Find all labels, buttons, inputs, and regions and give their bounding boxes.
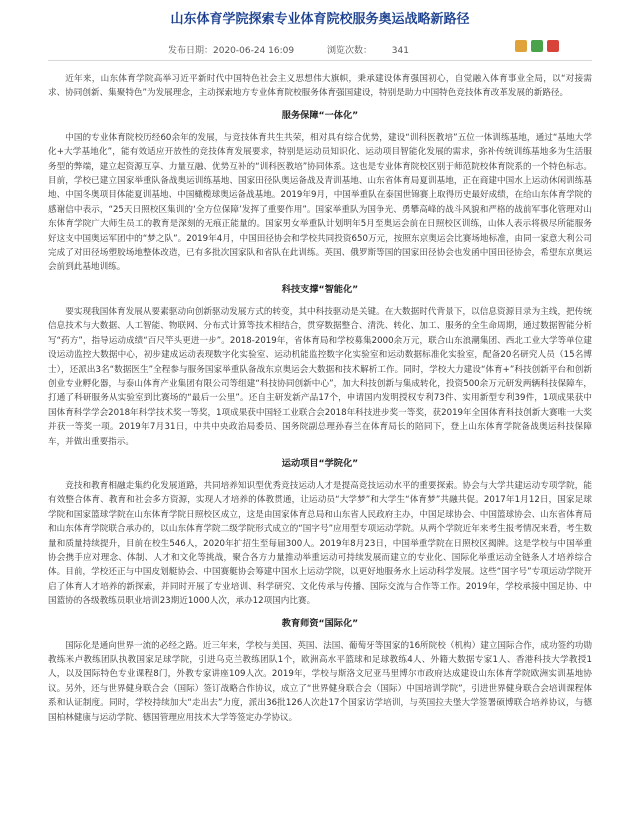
section-body-sports-college: 竞技和教育相融走集约化发展道路，共同培养知识型优秀竞技运动人才是提高竞技运动水平的重要探索。协会与大学共建运动专项学院，能有效整合体育、教育和社会多方资源，实现人才培养的体教贯通，让运动员“大学梦”和大学生“体育梦”共融共促。2017年1月12日，国家足球学院和国家篮球学院在山东体育学院日照校区成立，这是由国家体育总局和山东省人民政府主办，中国足球协会、中国篮球协会、山东省体育局和山东体育学院联合承办的，以山东体育学院二级学院形式成立的“国字号”应用型专项运动学院。从两个学院近年来考生报考情况来看，考生数量和质量持续提升，目前在校生546人，2020年扩招生至每届300人。2019年8月23日，中国举重学院在日照校区揭牌。这是学校与中国举重协会携手应对理念、体制、人才和文化等挑战，聚合各方力量推动举重运动可持续发展而建立的专业化、国际化举重运动全链条人才培养综合体。目前，学校还正与中国皮划艇协会、中国赛艇协会筹建中国水上运动学院，以更好地服务水上运动科学发展。这些“国字号”专项运动学院开启了体育人才培养的新探索，并同时开展了专业培训、科学研究、文化传承与传播、国际交流与合作等工作。2019年，学校承接中国足协、中国篮协的各级教练员职业培训23期近1000人次，承办12项国内比赛。 xyxy=(48,480,592,607)
section-body-service: 中国的专业体育院校历经60余年的发展，与竞技体育共生共荣，相对具有综合优势，建设“训科医教培”五位一体训练基地，通过“基地大学化+大学基地化”，能有效适应开放性的竞技体育发展要求，特别是运动员知识化、运动项目智能化发展的需求，弥补传统训练基地多为生活服务型的弊端，建立起资源互享、力量互融、优势互补的“训科医教培”协同体系。这也是专业体育院校区别于师范院校体育院系的一个特色标志。目前，学校已建立国家举重队备战奥运训练基地、国家田径队奥运备战及青训基地、山东省体育局夏训基地，正在商建中国水上运动休闲训练基地、中国冬奥项目体能夏训基地、中国橄榄球奥运备战基地。2019年9月，中国举重队在泰国世锦赛上取得历史最好成绩，在给山东体育学院的感谢信中表示，“25天日照校区集训的‘全方位保障’发挥了重要作用”。国家举重队为国争光、勇攀高峰的战斗风貌和严格的战前军事化管理对山东体育学院广大师生员工的教育是深刻的无痕正能量的。国家男女举重队计划明年5月至奥运会前在日照校区训练，山体人表示将极尽所能服务好这支中国奥运军团中的“梦之队”。2019年4月，中国田径协会和学校共同投资650万元，按照东京奥运会比赛场地标准，由同一家意大利公司完成了对田径场塑胶场地整体改造，已有多批次国家队和省队在此训练。英国、俄罗斯等国的国家田径协会也发函中国田径协会，希望东京奥运会前到此基地训练。 xyxy=(48,132,592,273)
view-count-label: 浏览次数： xyxy=(327,46,373,56)
section-body-technology: 要实现我国体育发展从要素驱动向创新驱动发展方式的转变，其中科技驱动是关键。在大数据时代背景下，以信息资源目录为主线，把传统信息技术与大数据、人工智能、物联网、分布式计算等技术相结合，贯穿数据整合、清洗、转化、加工、服务的全生命周期，通过数据智能分析写“药方”，指导运动成绩“百尺竿头更进一步”。2018-2019年，省体育局和学校募集2000余万元，联合山东浪潮集团、西北工业大学等单位建设运动监控大数据中心，初步建成运动表现数字化实验室、运动机能监控数字化实验室和运动数据标准化实验室，配备20名研究人员（15名博士），还派出3名“数据医生”全程参与服务国家举重队备战东京奥运会大数据和技术解析工作。同时，学校大力建设“体育+”科技创新平台和创新创业专业孵化器，与泰山体育产业集团有限公司等组建“科技协同创新中心”，加大科技创新与集成转化，投资500余万元研发两辆科技保障车，打通了科研服务从实验室到比赛场的“最后一公里”。还自主研发新产品17个，申请国内发明授权专利73件、实用新型专利39件，1项成果获中国体育科学学会2018年科学技术奖一等奖，1项成果获中国轻工业联合会2018年科技进步奖一等奖，获2019年全国体育科技创新大赛唯一大奖并获一等奖一项。2019年7月31日，中共中央政治局委员、国务院副总理孙春兰在体育局长的陪同下，登上山东体育学院备战奥运科技保障车，并做出重要指示。 xyxy=(48,306,592,447)
intro-paragraph: 近年来，山东体育学院高举习近平新时代中国特色社会主义思想伟大旗帜，秉承建设体育强国初心，自觉融入体育事业全局，以“对接需求、协同创新、集聚特色”为发展理念，主动探索地方专业体育院校服务体育强国建设，特别是助力中国特色竞技体育改革发展的新路径。 xyxy=(48,74,592,99)
view-count-value: 341 xyxy=(391,46,409,56)
article-title: 山东体育学院探索专业体育院校服务奥运战略新路径 xyxy=(170,12,470,27)
share-qzone-icon[interactable] xyxy=(515,40,527,52)
publish-date: 发布日期：2020-06-24 16:09 xyxy=(168,46,295,56)
view-count xyxy=(327,43,409,56)
meta-divider xyxy=(48,60,592,61)
section-heading-sports-college: 运动项目“学院化” xyxy=(281,457,359,469)
section-body-international: 国际化是通向世界一流的必经之路。近三年来，学校与美国、英国、法国、葡萄牙等国家的16所院校（机构）建立国际合作，成功签约功勋教练米卢教练团队执教国家足球学院，引进乌克兰教练团队1个，欧洲高水平篮球和足球教练4人、外籍大数据专家1人、香港科技大学教授1人，以及国际特色专业课程8门，外教专家讲座109人次。2019年，学校与斯洛文尼亚马里博尔市政府达成建设山东体育学院欧洲实训基地协议。另外，还与世界健身联合会（国际）签订战略合作协议，成立了“世界健身联合会（国际）中国培训学院”，引进世界健身联合会培训课程体系和认证制度。同时，学校持续加大“走出去”力度，派出36批126人次赴17个国家访学培训，与英国拉夫堡大学签署硕博联合培养协议，与德国柏林健康与运动学院、德国管理应用技术大学等签定办学协议。 xyxy=(48,640,592,723)
share-wechat-icon[interactable] xyxy=(531,40,543,52)
section-heading-international: 教育师资“国际化” xyxy=(281,617,359,629)
article-body xyxy=(48,72,592,732)
share-buttons xyxy=(515,40,559,52)
section-heading-technology: 科技支撑“智能化” xyxy=(281,283,359,295)
section-heading-service: 服务保障“一体化” xyxy=(281,109,359,121)
share-weibo-icon[interactable] xyxy=(547,40,559,52)
